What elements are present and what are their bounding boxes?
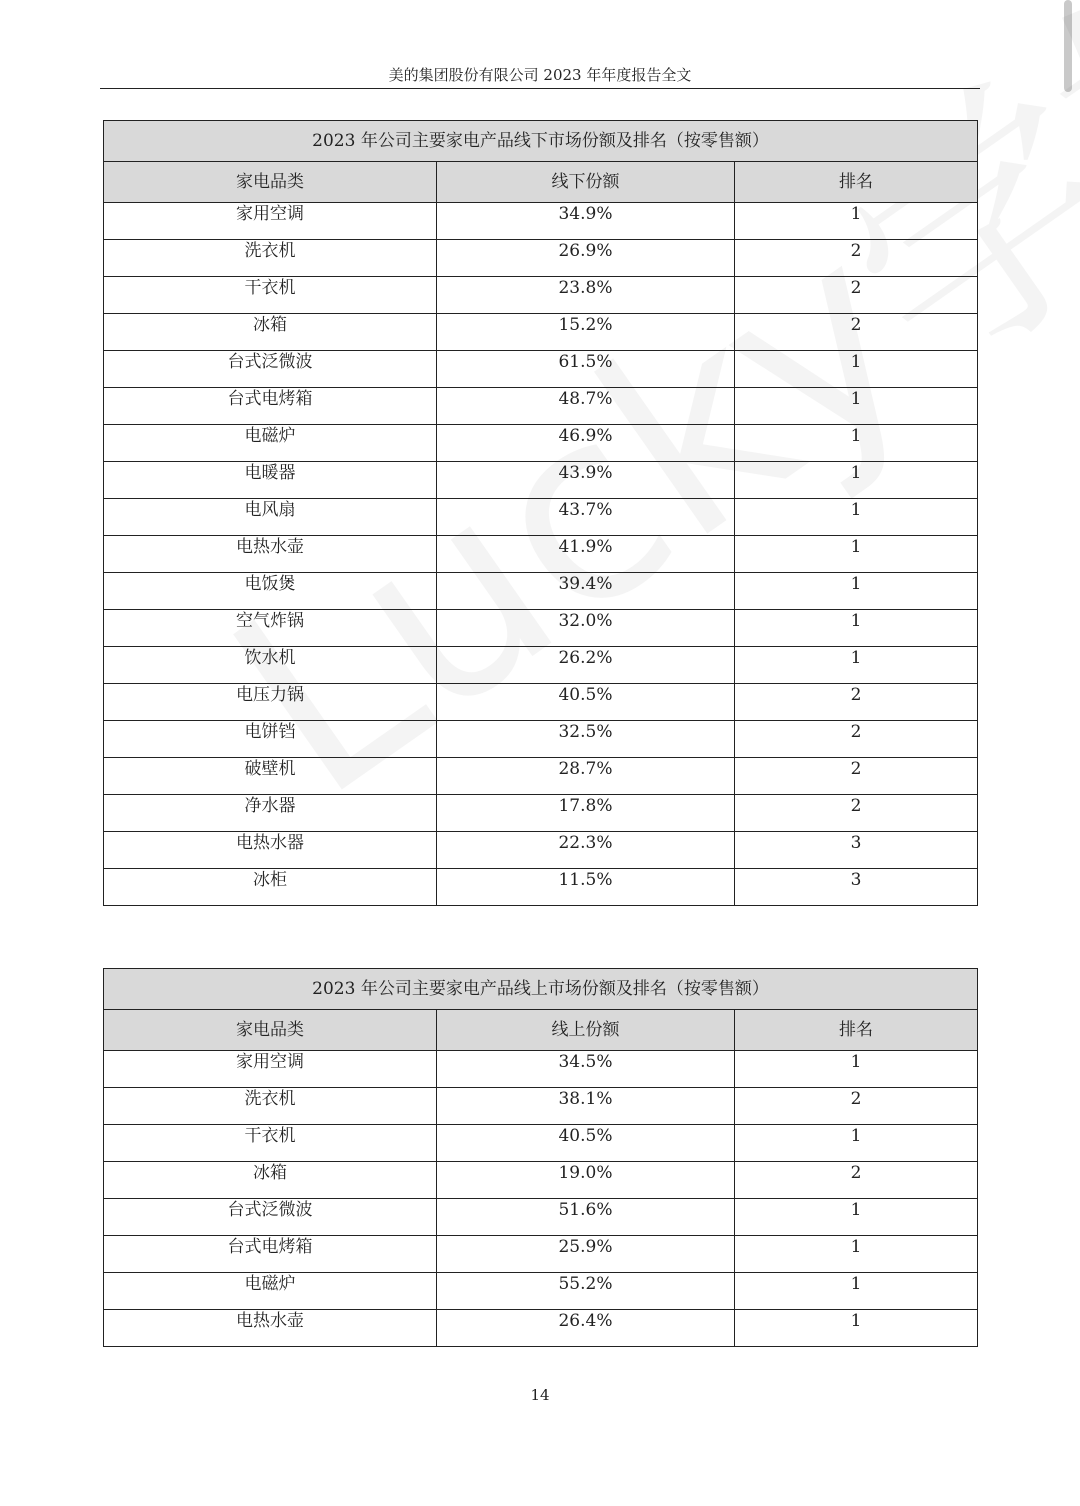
cell-share: 32.0% [437,610,735,647]
cell-share: 43.7% [437,499,735,536]
cell-share: 40.5% [437,1125,735,1162]
cell-rank: 2 [735,240,978,277]
cell-category: 台式电烤箱 [104,388,437,425]
cell-share: 17.8% [437,795,735,832]
cell-category: 冰柜 [104,869,437,906]
cell-share: 26.2% [437,647,735,684]
cell-category: 电饭煲 [104,573,437,610]
cell-category: 台式电烤箱 [104,1236,437,1273]
table-row [104,684,978,721]
cell-category: 家用空调 [104,203,437,240]
cell-share: 19.0% [437,1162,735,1199]
cell-rank: 2 [735,1088,978,1125]
cell-category: 电饼铛 [104,721,437,758]
cell-category: 台式泛微波 [104,1199,437,1236]
cell-category: 电暖器 [104,462,437,499]
cell-share: 34.9% [437,203,735,240]
table-row [104,351,978,388]
online-market-share-table [103,968,978,1347]
cell-share: 61.5% [437,351,735,388]
cell-rank: 2 [735,684,978,721]
cell-share: 51.6% [437,1199,735,1236]
cell-share: 48.7% [437,388,735,425]
table-row [104,647,978,684]
column-header-share: 线下份额 [437,162,735,203]
cell-share: 26.4% [437,1310,735,1347]
table-row [104,758,978,795]
table-row [104,1310,978,1347]
cell-rank: 1 [735,573,978,610]
cell-category: 冰箱 [104,314,437,351]
cell-category: 洗衣机 [104,240,437,277]
table-row [104,425,978,462]
table-row [104,1273,978,1310]
column-header-category: 家电品类 [104,1010,437,1051]
cell-share: 41.9% [437,536,735,573]
cell-share: 15.2% [437,314,735,351]
cell-rank: 2 [735,721,978,758]
cell-rank: 2 [735,795,978,832]
table-row [104,462,978,499]
cell-category: 破壁机 [104,758,437,795]
cell-category: 电磁炉 [104,425,437,462]
cell-share: 38.1% [437,1088,735,1125]
cell-share: 23.8% [437,277,735,314]
table-row [104,869,978,906]
cell-share: 28.7% [437,758,735,795]
cell-share: 11.5% [437,869,735,906]
cell-rank: 1 [735,499,978,536]
table-row [104,721,978,758]
scrollbar[interactable] [1064,0,1072,92]
column-header-rank: 排名 [735,1010,978,1051]
cell-rank: 1 [735,351,978,388]
cell-category: 电压力锅 [104,684,437,721]
table-title: 2023 年公司主要家电产品线上市场份额及排名（按零售额） [104,969,978,1010]
cell-category: 电热水器 [104,832,437,869]
cell-category: 干衣机 [104,1125,437,1162]
cell-category: 台式泛微波 [104,351,437,388]
table-row [104,499,978,536]
table-row [104,1088,978,1125]
cell-rank: 1 [735,1236,978,1273]
cell-category: 空气炸锅 [104,610,437,647]
table-row [104,832,978,869]
header-divider [100,88,980,89]
column-header-rank: 排名 [735,162,978,203]
cell-share: 43.9% [437,462,735,499]
cell-rank: 2 [735,1162,978,1199]
cell-rank: 3 [735,869,978,906]
table-row [104,1236,978,1273]
cell-rank: 1 [735,1199,978,1236]
table-row [104,1051,978,1088]
cell-share: 26.9% [437,240,735,277]
table-row [104,795,978,832]
cell-share: 32.5% [437,721,735,758]
cell-share: 40.5% [437,684,735,721]
table-row [104,1199,978,1236]
cell-rank: 1 [735,536,978,573]
table-row [104,240,978,277]
table-row [104,610,978,647]
cell-rank: 1 [735,1273,978,1310]
report-header: 美的集团股份有限公司 2023 年年度报告全文 [388,66,692,84]
cell-share: 39.4% [437,573,735,610]
cell-category: 净水器 [104,795,437,832]
cell-rank: 1 [735,647,978,684]
cell-rank: 2 [735,277,978,314]
cell-category: 电风扇 [104,499,437,536]
table-row [104,277,978,314]
cell-category: 洗衣机 [104,1088,437,1125]
table-row [104,536,978,573]
cell-rank: 1 [735,1125,978,1162]
cell-share: 46.9% [437,425,735,462]
cell-category: 电热水壶 [104,536,437,573]
column-header-share: 线上份额 [437,1010,735,1051]
cell-share: 25.9% [437,1236,735,1273]
table-row [104,203,978,240]
table-row [104,1125,978,1162]
offline-market-share-table [103,120,978,906]
cell-share: 22.3% [437,832,735,869]
cell-category: 饮水机 [104,647,437,684]
cell-category: 冰箱 [104,1162,437,1199]
cell-rank: 1 [735,425,978,462]
cell-rank: 1 [735,610,978,647]
cell-share: 55.2% [437,1273,735,1310]
page-number: 14 [530,1386,550,1404]
cell-rank: 1 [735,462,978,499]
cell-category: 电热水壶 [104,1310,437,1347]
table-row [104,1162,978,1199]
cell-rank: 2 [735,758,978,795]
cell-rank: 1 [735,1310,978,1347]
table-row [104,573,978,610]
cell-rank: 3 [735,832,978,869]
cell-category: 电磁炉 [104,1273,437,1310]
cell-category: 家用空调 [104,1051,437,1088]
table-title: 2023 年公司主要家电产品线下市场份额及排名（按零售额） [104,121,978,162]
cell-rank: 1 [735,1051,978,1088]
cell-rank: 1 [735,203,978,240]
cell-category: 干衣机 [104,277,437,314]
cell-rank: 1 [735,388,978,425]
table-row [104,314,978,351]
table-row [104,388,978,425]
cell-share: 34.5% [437,1051,735,1088]
cell-rank: 2 [735,314,978,351]
column-header-category: 家电品类 [104,162,437,203]
